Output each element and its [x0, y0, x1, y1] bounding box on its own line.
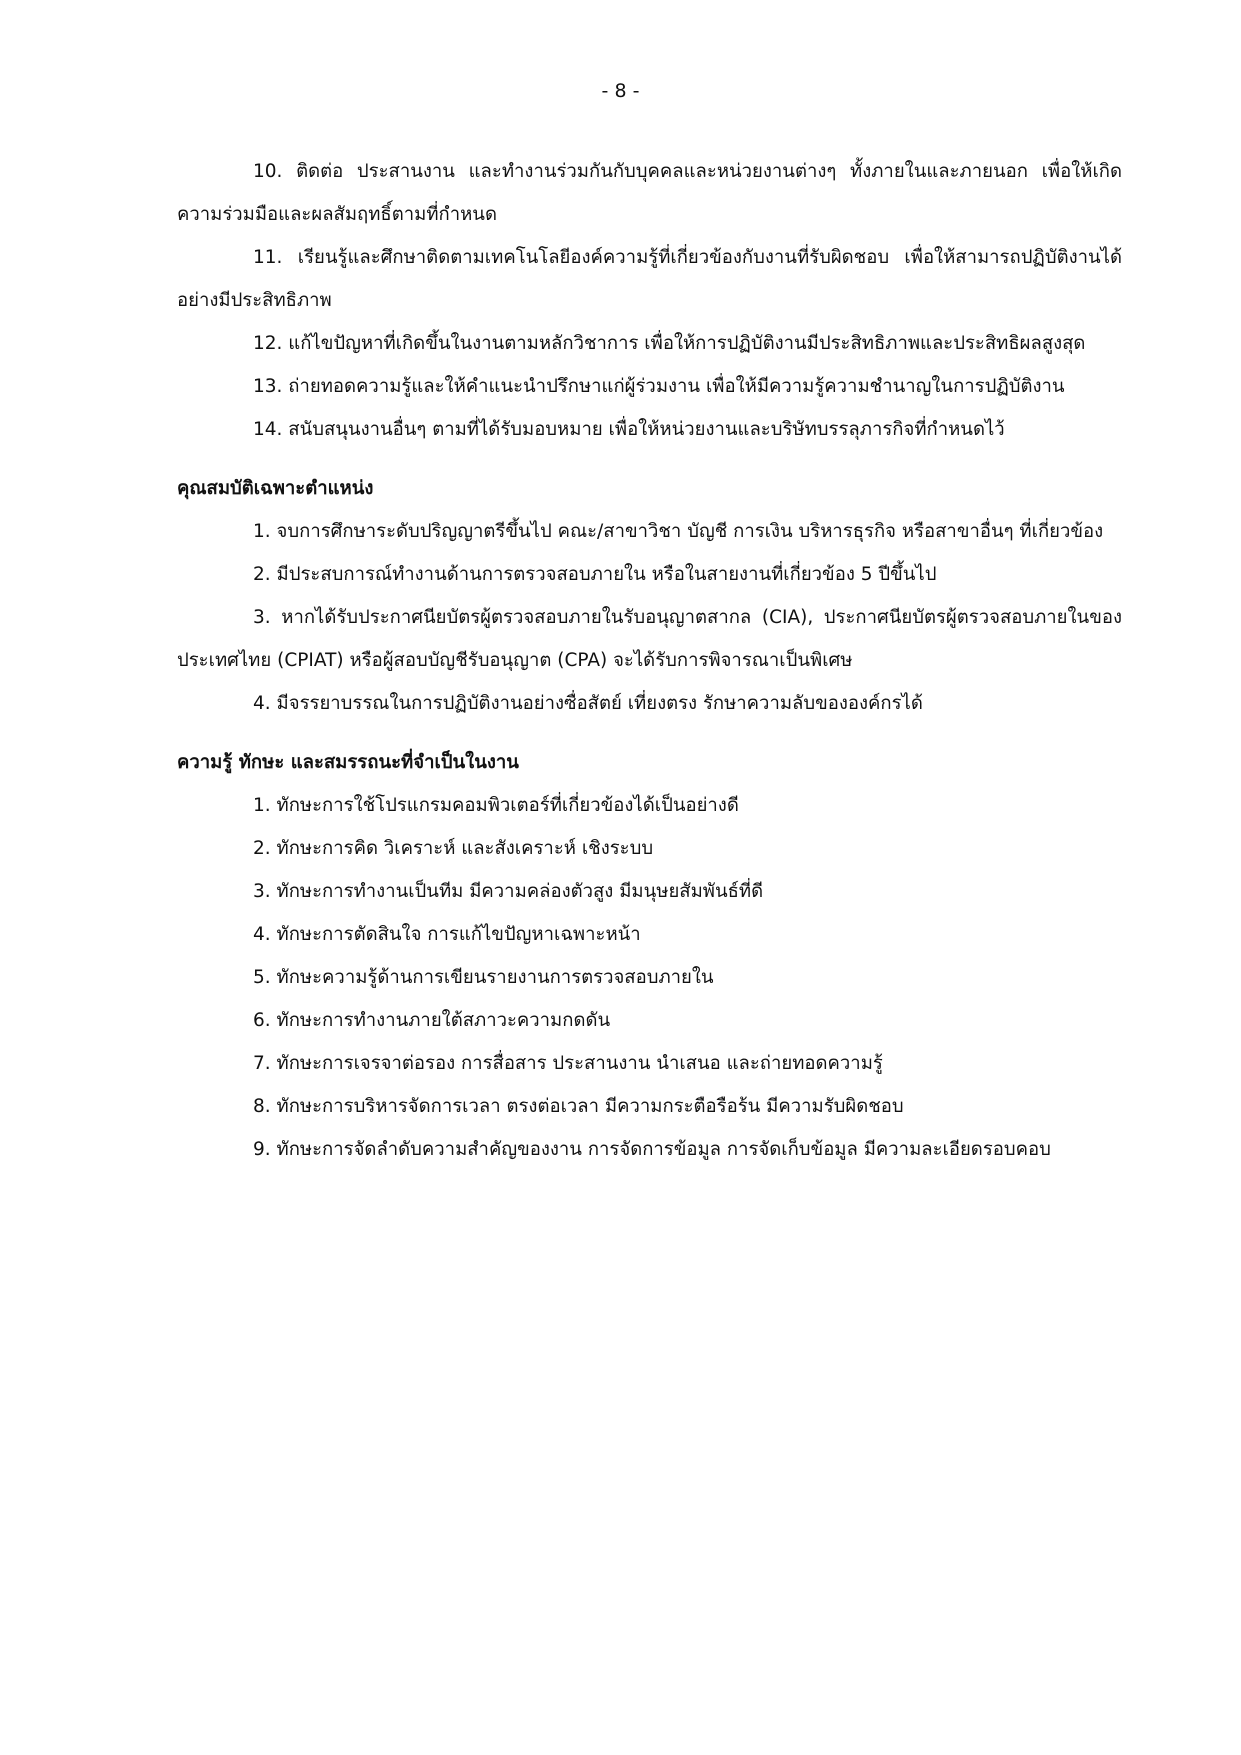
- page-number: - 8 -: [601, 80, 640, 102]
- qualification-item: 2. มีประสบการณ์ทำงานด้านการตรวจสอบภายใน หรือในสายงานที่เกี่ยวข้อง 5 ปีขึ้นไป: [253, 564, 937, 585]
- duty-item: 10. ติดต่อ ประสานงาน และทำงานร่วมกันกับบุคคลและหน่วยงานต่างๆ ทั้งภายในและภายนอก เพื่อให้เกิดความร่วมมือและผลสัมฤทธิ์ตามที่กำหนด: [177, 161, 1122, 225]
- skill-item: 7. ทักษะการเจรจาต่อรอง การสื่อสาร ประสานงาน นำเสนอ และถ่ายทอดความรู้: [253, 1053, 883, 1074]
- skill-item: 9. ทักษะการจัดลำดับความสำคัญของงาน การจัดการข้อมูล การจัดเก็บข้อมูล มีความละเอียดรอบคอบ: [253, 1139, 1051, 1160]
- skill-item: 2. ทักษะการคิด วิเคราะห์ และสังเคราะห์ เชิงระบบ: [253, 838, 654, 859]
- qualification-item: 1. จบการศึกษาระดับปริญญาตรีขึ้นไป คณะ/สาขาวิชา บัญชี การเงิน บริหารธุรกิจ หรือสาขาอื่นๆ ที่เกี่ยวข้อง: [253, 521, 1104, 542]
- skills-heading: ความรู้ ทักษะ และสมรรถนะที่จำเป็นในงาน: [177, 752, 519, 773]
- skill-item: 8. ทักษะการบริหารจัดการเวลา ตรงต่อเวลา มีความกระตือรือร้น มีความรับผิดชอบ: [253, 1096, 904, 1117]
- document-body: [177, 150, 1122, 1171]
- qualification-item: 4. มีจรรยาบรรณในการปฏิบัติงานอย่างซื่อสัตย์ เที่ยงตรง รักษาความลับขององค์กรได้: [253, 693, 923, 714]
- skill-item: 4. ทักษะการตัดสินใจ การแก้ไขปัญหาเฉพาะหน้า: [253, 924, 641, 945]
- qualifications-heading: คุณสมบัติเฉพาะตำแหน่ง: [177, 478, 374, 499]
- duty-item: 11. เรียนรู้และศึกษาติดตามเทคโนโลยีองค์ความรู้ที่เกี่ยวข้องกับงานที่รับผิดชอบ เพื่อให้สามารถปฏิบัติงานได้อย่างมีประสิทธิภาพ: [177, 247, 1122, 311]
- skill-item: 1. ทักษะการใช้โปรแกรมคอมพิวเตอร์ที่เกี่ยวข้องได้เป็นอย่างดี: [253, 795, 739, 816]
- duty-item: 14. สนับสนุนงานอื่นๆ ตามที่ได้รับมอบหมาย เพื่อให้หน่วยงานและบริษัทบรรลุภารกิจที่กำหนดไว้: [253, 419, 1005, 440]
- skill-item: 3. ทักษะการทำงานเป็นทีม มีความคล่องตัวสูง มีมนุษยสัมพันธ์ที่ดี: [253, 881, 764, 902]
- skill-item: 6. ทักษะการทำงานภายใต้สภาวะความกดดัน: [253, 1010, 611, 1031]
- qualification-item: 3. หากได้รับประกาศนียบัตรผู้ตรวจสอบภายในรับอนุญาตสากล (CIA), ประกาศนียบัตรผู้ตรวจสอบภายในของประเทศไทย (CPIAT) หรือผู้สอบบัญชีรับอนุญาต (CPA) จะได้รับการพิจารณาเป็นพิเศษ: [177, 607, 1122, 671]
- duty-item: 13. ถ่ายทอดความรู้และให้คำแนะนำปรึกษาแก่ผู้ร่วมงาน เพื่อให้มีความรู้ความชำนาญในการปฏิบัติงาน: [253, 376, 1065, 397]
- duty-item: 12. แก้ไขปัญหาที่เกิดขึ้นในงานตามหลักวิชาการ เพื่อให้การปฏิบัติงานมีประสิทธิภาพและประสิทธิผลสูงสุด: [253, 333, 1086, 354]
- skill-item: 5. ทักษะความรู้ด้านการเขียนรายงานการตรวจสอบภายใน: [253, 967, 714, 988]
